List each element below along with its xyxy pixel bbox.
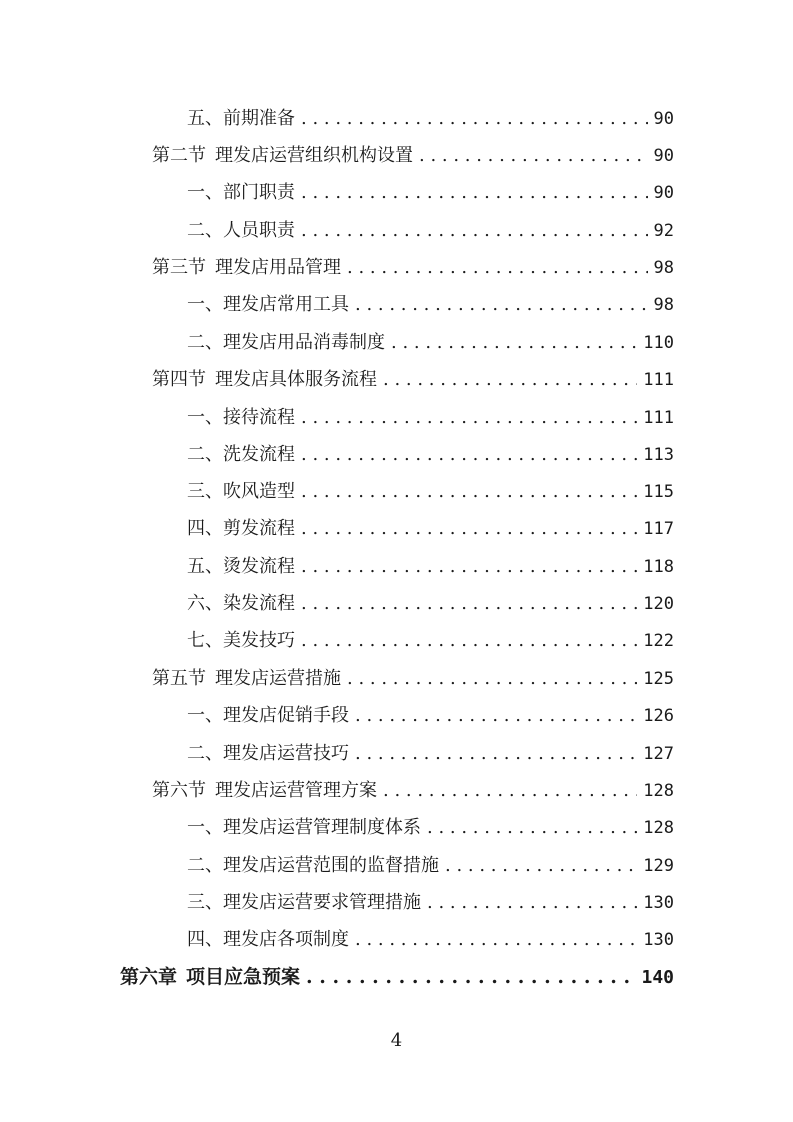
toc-dot-leader	[383, 362, 637, 398]
toc-dot-leader	[301, 511, 637, 547]
toc-page-number: 92	[653, 221, 674, 241]
toc-page-number: 90	[653, 146, 674, 166]
toc-entry[interactable]	[187, 474, 674, 510]
toc-entry[interactable]	[187, 885, 674, 921]
toc-page-number: 129	[643, 856, 674, 876]
toc-dot-leader	[301, 586, 637, 622]
toc-dot-leader	[301, 400, 637, 436]
toc-dot-leader	[301, 175, 648, 211]
toc-page-number: 111	[643, 370, 674, 390]
toc-entry-title: 二、理发店运营范围的监督措施	[187, 855, 439, 876]
toc-entry-title: 二、洗发流程	[187, 444, 295, 465]
toc-page-number: 115	[643, 482, 674, 502]
toc-entry-title: 五、前期准备	[187, 108, 295, 129]
toc-dot-leader	[355, 698, 637, 734]
toc-dot-leader	[419, 138, 648, 174]
toc-dot-leader	[347, 661, 637, 697]
toc-entry[interactable]	[152, 362, 674, 398]
toc-entry-title: 一、部门职责	[187, 182, 295, 203]
toc-dot-leader	[445, 848, 637, 884]
toc-page-number: 90	[653, 183, 674, 203]
toc-entry-chapter[interactable]	[120, 959, 674, 995]
toc-entry-title: 一、理发店常用工具	[187, 294, 349, 315]
toc-page-number: 98	[653, 295, 674, 315]
toc-page-number: 117	[643, 519, 674, 539]
toc-page-number: 110	[643, 333, 674, 353]
toc-entry[interactable]	[187, 325, 674, 361]
toc-page-number: 126	[643, 706, 674, 726]
toc-entry-title: 一、理发店促销手段	[187, 705, 349, 726]
toc-entry[interactable]	[187, 922, 674, 958]
toc-entry-title: 五、烫发流程	[187, 556, 295, 577]
toc-page-number: 130	[643, 893, 674, 913]
toc-page-number: 128	[643, 781, 674, 801]
toc-page-number: 113	[643, 445, 674, 465]
toc-dot-leader	[301, 474, 637, 510]
toc-entry-title: 一、接待流程	[187, 407, 295, 428]
toc-dot-leader	[306, 959, 635, 995]
toc-page-number: 120	[643, 594, 674, 614]
toc-entry-title: 二、理发店运营技巧	[187, 743, 349, 764]
toc-entry-title: 第六章 项目应急预案	[120, 966, 301, 988]
toc-dot-leader	[355, 287, 648, 323]
toc-dot-leader	[301, 213, 648, 249]
toc-entry-title: 第二节 理发店运营组织机构设置	[152, 145, 413, 166]
toc-entry[interactable]	[187, 698, 674, 734]
toc-entry[interactable]	[152, 138, 674, 174]
toc-entry-title: 第三节 理发店用品管理	[152, 257, 341, 278]
toc-entry[interactable]	[152, 661, 674, 697]
toc-dot-leader	[301, 101, 648, 137]
toc-dot-leader	[347, 250, 648, 286]
toc-entry-title: 四、剪发流程	[187, 518, 295, 539]
toc-entry[interactable]	[187, 511, 674, 547]
toc-entry-title: 第五节 理发店运营措施	[152, 668, 341, 689]
toc-entry-title: 第六节 理发店运营管理方案	[152, 780, 377, 801]
toc-entry[interactable]	[187, 213, 674, 249]
toc-entry-title: 三、理发店运营要求管理措施	[187, 892, 421, 913]
toc-dot-leader	[427, 810, 637, 846]
toc-dot-leader	[301, 549, 637, 585]
toc-page-number: 128	[643, 818, 674, 838]
toc-entry[interactable]	[187, 175, 674, 211]
toc-entry[interactable]	[187, 623, 674, 659]
toc-entry[interactable]	[152, 773, 674, 809]
toc-entry-title: 第四节 理发店具体服务流程	[152, 369, 377, 390]
toc-page-number: 130	[643, 930, 674, 950]
toc-entry[interactable]	[187, 400, 674, 436]
toc-dot-leader	[355, 736, 637, 772]
toc-entry[interactable]	[152, 250, 674, 286]
toc-page-number: 140	[641, 967, 674, 988]
toc-page-number: 118	[643, 557, 674, 577]
toc-entry[interactable]	[187, 287, 674, 323]
toc-entry[interactable]	[187, 101, 674, 137]
toc-dot-leader	[355, 922, 637, 958]
toc-entry-title: 四、理发店各项制度	[187, 929, 349, 950]
toc-entry-title: 七、美发技巧	[187, 630, 295, 651]
toc-page-number: 90	[653, 109, 674, 129]
toc-entry-title: 二、理发店用品消毒制度	[187, 332, 385, 353]
page-number: 4	[390, 1030, 403, 1051]
toc-dot-leader	[391, 325, 637, 361]
toc-dot-leader	[301, 623, 637, 659]
toc-page-number: 125	[643, 669, 674, 689]
toc-dot-leader	[427, 885, 637, 921]
toc-entry-title: 一、理发店运营管理制度体系	[187, 817, 421, 838]
toc-page-number: 122	[643, 631, 674, 651]
toc-entry[interactable]	[187, 810, 674, 846]
toc-entry-title: 六、染发流程	[187, 593, 295, 614]
toc-dot-leader	[301, 437, 637, 473]
toc-entry[interactable]	[187, 437, 674, 473]
toc-entry[interactable]	[187, 586, 674, 622]
toc-dot-leader	[383, 773, 637, 809]
toc-page-number: 98	[653, 258, 674, 278]
toc-entry[interactable]	[187, 549, 674, 585]
toc-entry[interactable]	[187, 848, 674, 884]
toc-entry-title: 三、吹风造型	[187, 481, 295, 502]
toc-entry-title: 二、人员职责	[187, 220, 295, 241]
toc-page-number: 127	[643, 744, 674, 764]
toc-entry[interactable]	[187, 736, 674, 772]
toc-page-number: 111	[643, 408, 674, 428]
